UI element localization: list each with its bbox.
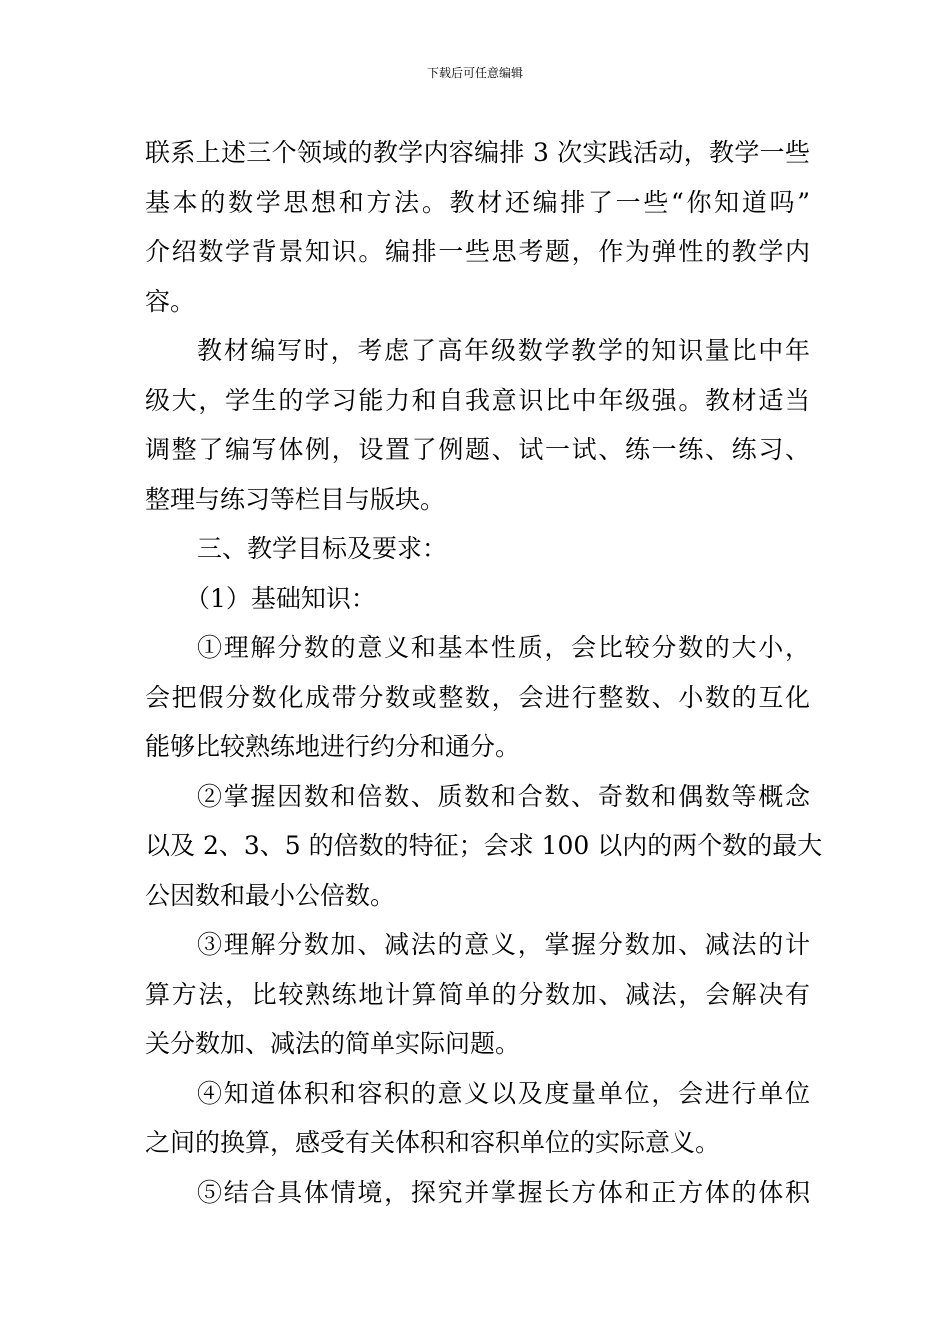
paragraph [145,128,810,326]
text-line: 级大，学生的学习能力和自我意识比中年级强。教材适当 [145,385,810,415]
paragraph [145,1069,810,1168]
text-line: 三、教学目标及要求： [197,534,448,563]
text-line: 容。 [145,286,196,316]
page-header: 下载后可任意编辑 [426,66,523,80]
paragraph [145,326,810,524]
text-line: 算方法，比较熟练地计算简单的分数加、减法，会解决有 [145,979,810,1009]
section-heading [145,524,810,574]
text-line: 基本的数学思想和方法。教材还编排了一些“你知道吗” [145,187,810,217]
paragraph [145,772,823,921]
text-line: 调整了编写体例，设置了例题、试一试、练一练、练习、 [145,435,810,464]
text-line: 介绍数学背景知识。编排一些思考题，作为弹性的教学内 [145,237,810,266]
subsection-heading [145,574,810,624]
text-line: ②掌握因数和倍数、质数和合数、奇数和偶数等概念 [197,781,810,811]
text-line: 整理与练习等栏目与版块。 [145,484,446,514]
paragraph [145,623,810,772]
text-line: （1）基础知识： [185,583,376,613]
text-line: 关分数加、减法的简单实际问题。 [145,1029,521,1058]
text-line: 公因数和最小公倍数。 [145,880,396,910]
text-line: 以及 2、3、5 的倍数的特征；会求 100 以内的两个数的最大 [145,831,823,860]
text-line: 能够比较熟练地进行约分和通分。 [145,732,521,761]
paragraph [145,1168,810,1218]
text-line: ③理解分数加、减法的意义，掌握分数加、减法的计 [197,930,810,959]
document-body [145,128,823,1217]
text-line: 教材编写时，考虑了高年级数学教学的知识量比中年 [197,336,810,365]
text-line: 之间的换算，感受有关体积和容积单位的实际意义。 [145,1128,721,1157]
text-line: ④知道体积和容积的意义以及度量单位，会进行单位 [197,1078,810,1108]
text-line: 联系上述三个领域的教学内容编排 3 次实践活动，教学一些 [145,138,810,167]
text-line: 会把假分数化成带分数或整数，会进行整数、小数的互化 [145,682,810,712]
text-line: ①理解分数的意义和基本性质，会比较分数的大小， [197,633,810,662]
text-line: ⑤结合具体情境，探究并掌握长方体和正方体的体积 [197,1177,810,1207]
paragraph [145,920,810,1069]
